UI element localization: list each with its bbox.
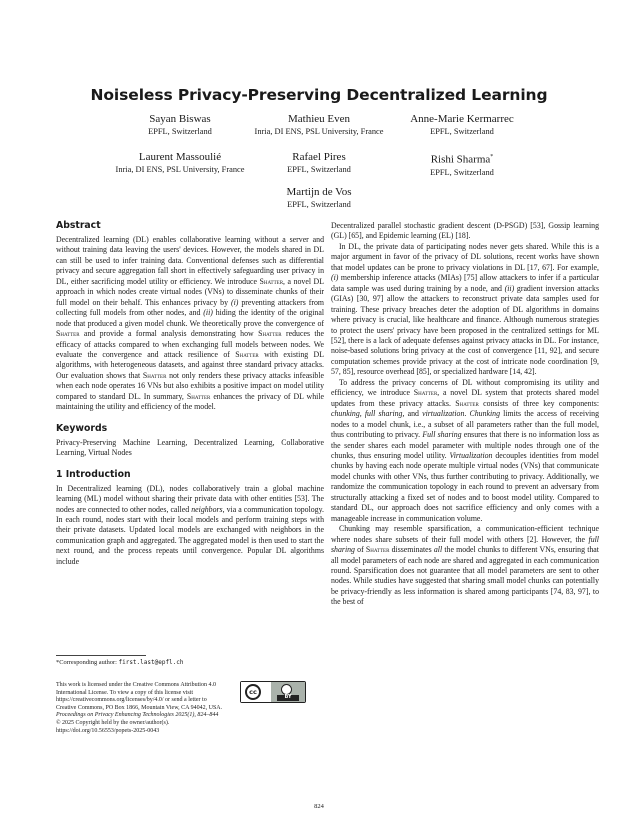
author-affiliation: EPFL, Switzerland xyxy=(430,167,494,177)
author-3 xyxy=(362,113,562,137)
attribution-person-icon xyxy=(281,684,292,695)
author-6 xyxy=(362,151,562,178)
footnote-rule xyxy=(56,655,146,656)
left-column xyxy=(56,220,324,567)
copyright-line: © 2025 Copyright held by the owner/author(s). xyxy=(56,719,170,726)
keywords-heading: Keywords xyxy=(56,422,108,434)
body-paragraph: In DL, the private data of participating nodes never gets shared. While this is a major argument in favor of the privacy of DL solutions, recent works have shown that model updates can be prone to privacy violations in DL [17, 67]. For example, (i) membership inference attacks (MIAs) [75] allow attackers to infer if a particular data sample was used during training by a node, and (ii) gradient inversion attacks (GIAs) [30, 97] allow the attackers to reconstruct private data samples used for training. These privacy breaches deter the adoption of DL algorithms in domains where privacy is crucial, like healthcare and finance. Although numerous strategies to protect the users' privacy have been proposed in the centralized settings for ML [52], there is a lack of adequate defenses against privacy attacks in DL. For instance, noise-based solutions bring privacy at the cost of convergence [11, 92], and secure computation schemes provide privacy at the cost of intricate node coordination [9, 57, 85], resource overhead [85], or specialized hardware [14, 42]. xyxy=(331,241,599,377)
by-label: BY xyxy=(277,695,299,701)
body-paragraph: Chunking may resemble sparsification, a communication-efficient technique where nodes share subsets of their full model with others [2]. However, the full sharing of Shatter disseminates all the model chunks to different VNs, ensuring that all model parameters of each node are shared and aggregated in each communication round. Sparsification does not guarantee that all model parameters are sent to other nodes. While studies have suggested that sharing small model chunks can potentially be privacy-friendly as less information is shared among participants [74, 83, 97], to the best of xyxy=(331,524,599,607)
author-affiliation: EPFL, Switzerland xyxy=(148,127,212,136)
corresponding-author-mark: * xyxy=(490,154,494,160)
author-name: Rishi Sharma* xyxy=(430,153,494,166)
author-name: Rafael Pires xyxy=(292,151,346,163)
cc-icon: cc xyxy=(245,684,261,700)
author-affiliation: Inria, DI ENS, PSL University, France xyxy=(254,127,384,136)
author-affiliation: EPFL, Switzerland xyxy=(430,127,494,136)
abstract-text: Decentralized learning (DL) enables collaborative learning without a server and without training data leaving the users' devices. However, the models shared in DL can still be used to infer training data. Conventional defenses such as differential privacy and secure aggregation fall short in effectively safeguarding user privacy in DL, either sacrificing model utility or efficiency. We introduce Shatter, a novel DL approach in which nodes create virtual nodes (VNs) to disseminate chunks of their full model on their behalf. This enhances privacy by (i) preventing attackers from collecting full models from other nodes, and (ii) hiding the identity of the original node that produced a given model chunk. We theoretically prove the convergence of Shatter and provide a formal analysis demonstrating how Shatter reduces the efficacy of attacks compared to when exchanging full models between nodes. We evaluate the convergence and attack resilience of Shatter with existing DL algorithms, with heterogeneous datasets, and against three standard privacy attacks. Our evaluation shows that Shatter not only renders these privacy attacks infeasible when each node operates 16 VNs but also exhibits a positive impact on model utility compared to standard DL. In summary, Shatter enhances the privacy of DL while maintaining the utility and efficiency of the model. xyxy=(56,235,325,412)
introduction-text: In Decentralized learning (DL), nodes collaboratively train a global machine learning (ML) model without sharing their private data with other entities [53]. The nodes are connected to other nodes, called neighbors, via a communication topology. In each round, nodes start with their local models and perform training steps with their private datasets. Updated local models are exchanged with neighbors in the communication graph and aggregated. The aggregated model is then used to start the next round, and the process repeats until convergence. Popular DL algorithms include xyxy=(56,483,324,566)
author-name: Sayan Biswas xyxy=(149,113,211,125)
body-paragraph: Decentralized parallel stochastic gradient descent (D-PSGD) [53], Gossip learning (GL) [65], and Epidemic learning (EL) [18]. xyxy=(331,221,599,241)
doi-link[interactable]: https://doi.org/10.56553/popets-2025-0043 xyxy=(56,727,160,734)
author-name: Martijn de Vos xyxy=(286,186,352,198)
page-number: 824 xyxy=(314,803,324,810)
right-column xyxy=(331,221,599,608)
introduction-heading: 1 Introduction xyxy=(56,468,131,480)
author-name: Laurent Massoulié xyxy=(138,151,222,163)
cc-by-license-icon[interactable] xyxy=(240,681,306,703)
author-affiliation: EPFL, Switzerland xyxy=(287,200,351,209)
keywords-text: Privacy-Preserving Machine Learning, Decentralized Learning, Collaborative Learning, Virtual Nodes xyxy=(56,437,324,458)
paper-title: Noiseless Privacy-Preserving Decentralized Learning xyxy=(90,86,548,104)
author-affiliation: Inria, DI ENS, PSL University, France xyxy=(115,165,245,174)
author-email: first.last@epfl.ch xyxy=(118,659,184,666)
license-text: This work is licensed under the Creative Commons Attribution 4.0 International License. To view a copy of this license visit https://creativecommons.org/licenses/by/4.0/ or send a letter to Creative Commons, PO Box 1866, Mountain View, CA 94042, USA. xyxy=(56,682,223,711)
corresponding-author-footnote: *Corresponding author: first.last@epfl.ch xyxy=(56,659,184,666)
author-name: Anne-Marie Kermarrec xyxy=(410,113,514,125)
proceedings-line: Proceedings on Privacy Enhancing Technologies 2025(1), 824–844 xyxy=(56,712,219,719)
author-affiliation: EPFL, Switzerland xyxy=(287,165,351,174)
abstract-heading: Abstract xyxy=(56,220,101,231)
author-7 xyxy=(219,186,419,210)
body-paragraph: To address the privacy concerns of DL without compromising its utility and efficiency, we introduce Shatter, a novel DL system that protects shared model updates from these privacy attacks. Shatter consists of three key components: chunking, full sharing, and virtualization. Chunking limits the access of receiving nodes to a model chunk, i.e., a subset of all parameters rather than the full model, thus contributing to privacy. Full sharing ensures that there is no information loss as the sender shares each model parameter with multiple nodes through one of the chunks, thus ensuring model utility. Virtualization decouples identities from model chunks by having each node operate multiple virtual nodes (VNs) that communicate model chunks with other VNs, thus further contributing to privacy. Additionally, we randomize the communication topology in each round to prevent an adversary from structurally attacking a fixed set of nodes and to boost model utility. Compared to standard DL, our approach does not sacrifice efficiency and only comes with a manageable increase in communication volume. xyxy=(331,377,600,523)
author-name: Mathieu Even xyxy=(287,113,350,125)
